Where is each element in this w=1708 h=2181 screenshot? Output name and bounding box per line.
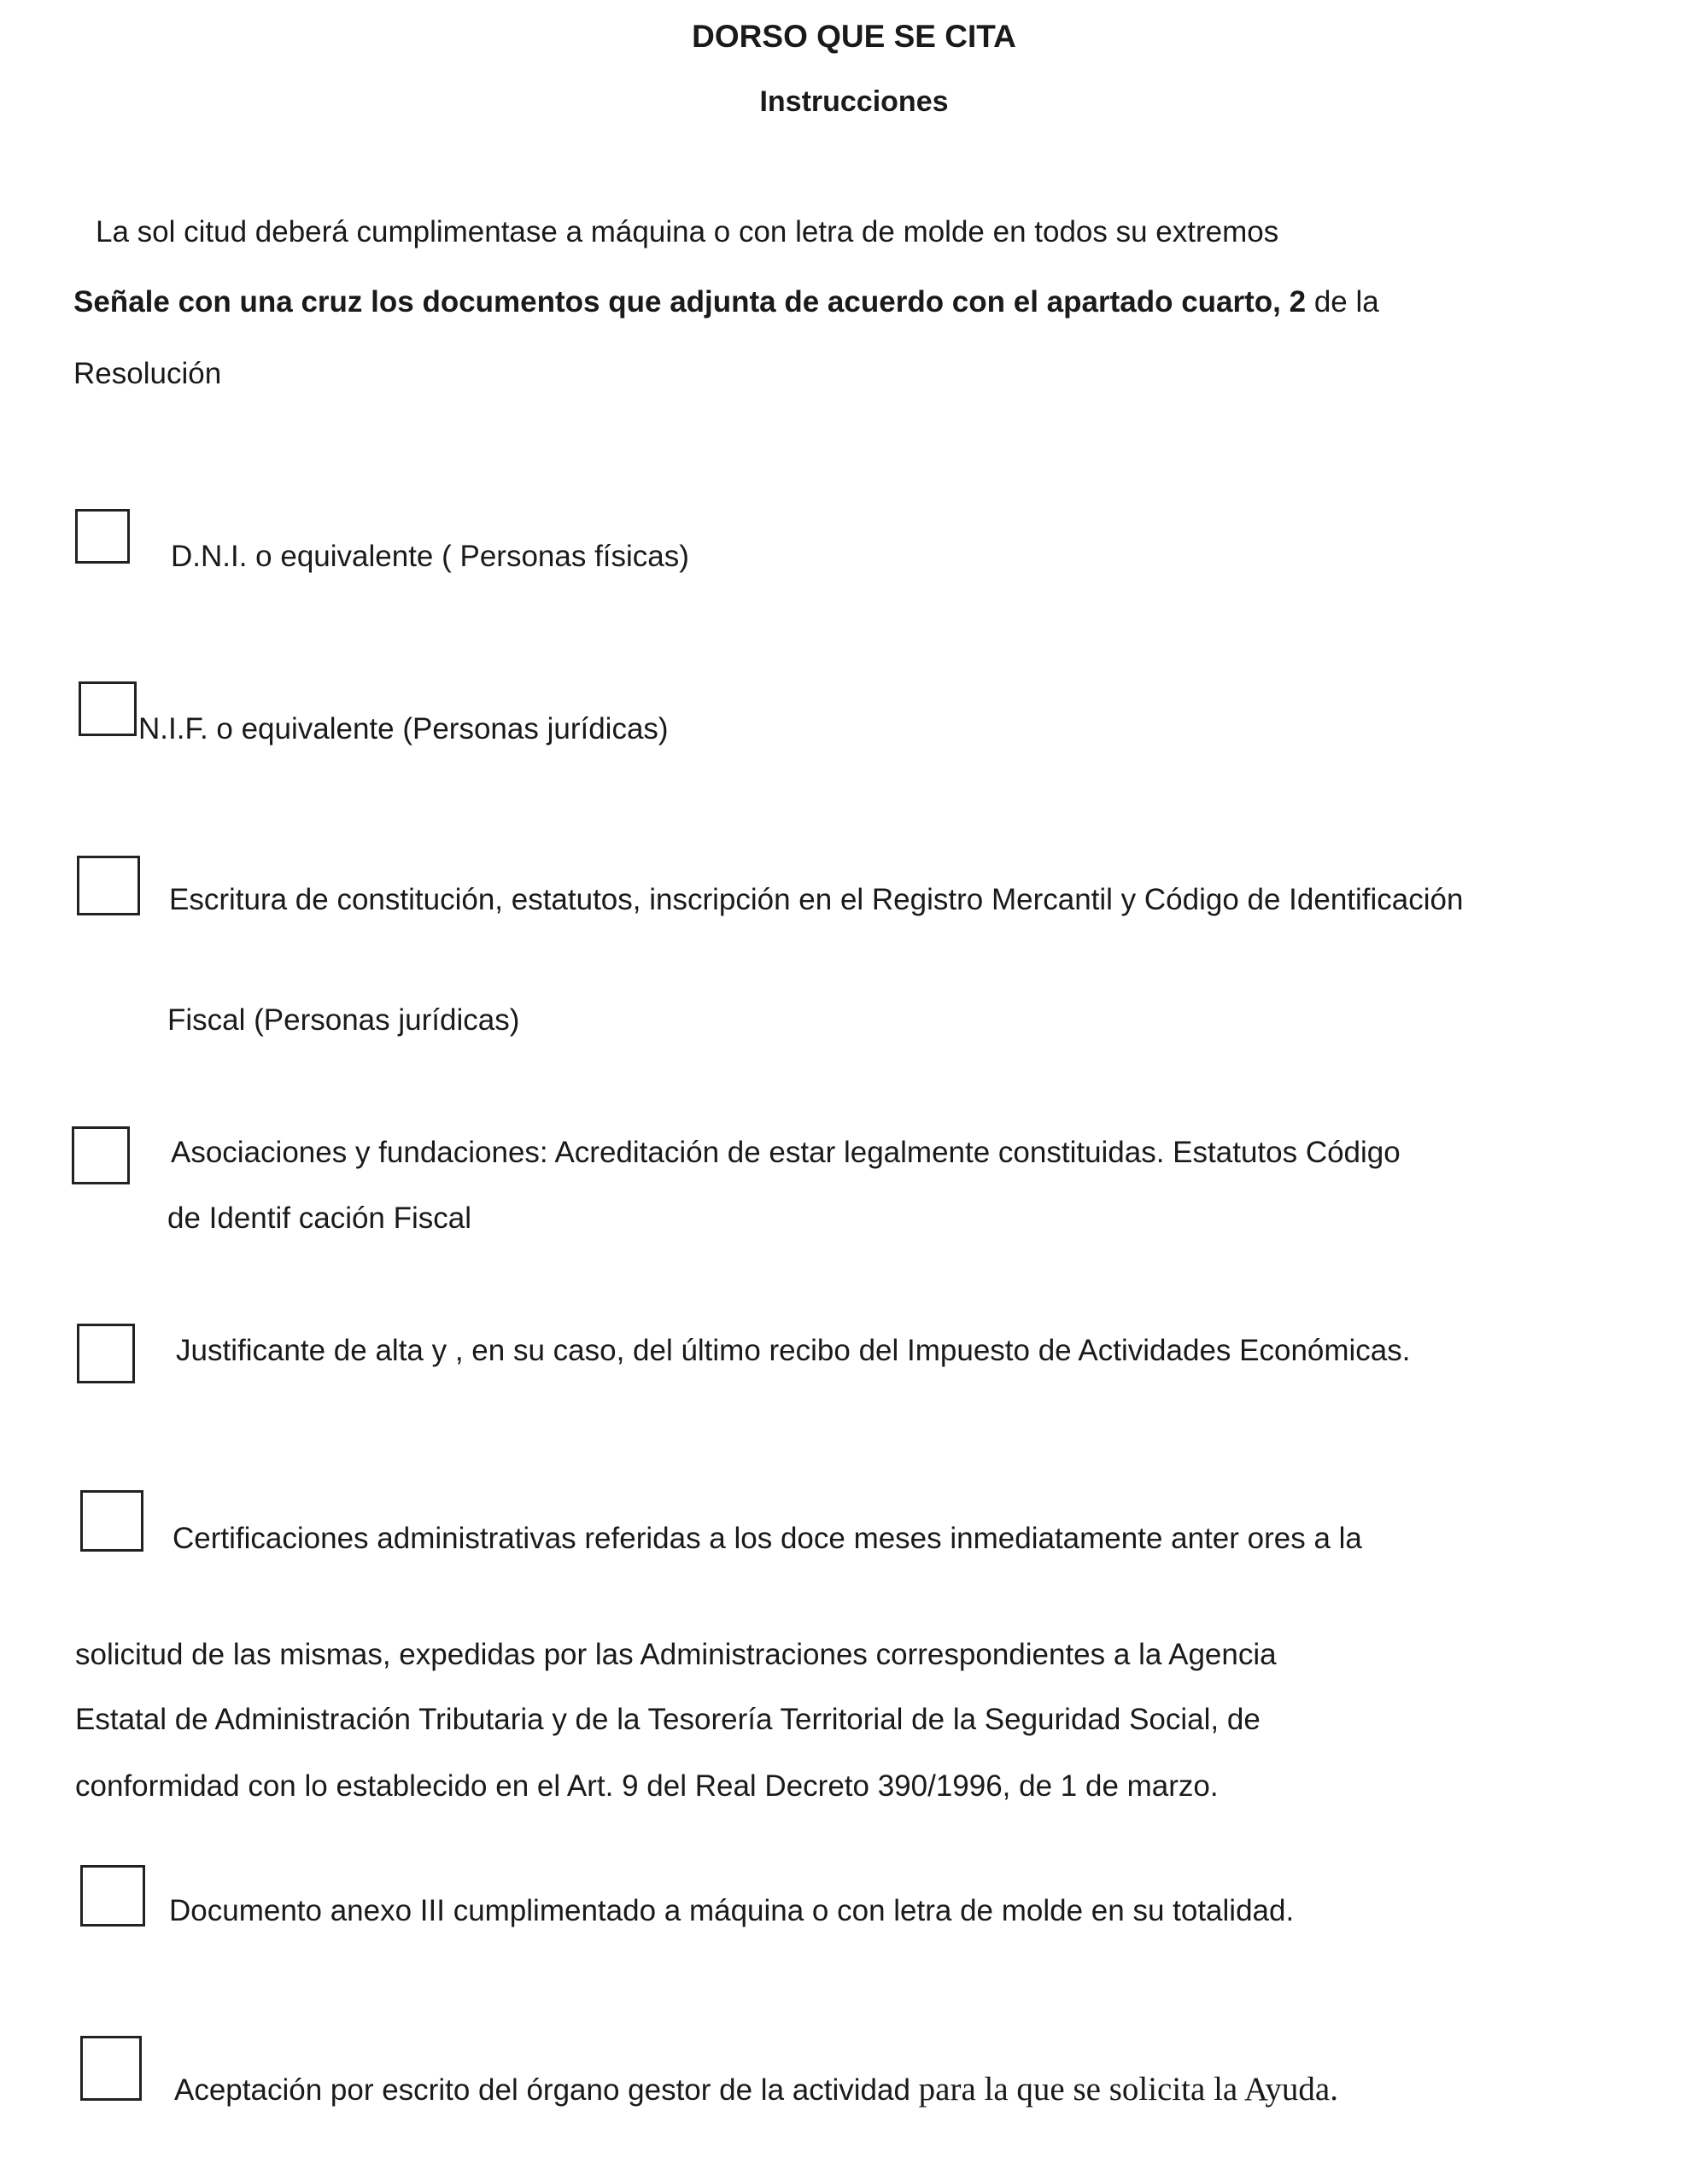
item-label-asociaciones-2: de Identif cación Fiscal <box>167 1202 472 1235</box>
checkbox-justificante[interactable] <box>77 1324 135 1383</box>
item-label-escritura-1: Escritura de constitución, estatutos, inscripción en el Registro Mercantil y Código de Identificación <box>169 883 1464 916</box>
item-label-certificaciones-3: Estatal de Administración Tributaria y de la Tesorería Territorial de la Seguridad Social, de <box>75 1703 1261 1736</box>
item-label-anexo-iii: Documento anexo III cumplimentado a máquina o con letra de molde en su totalidad. <box>169 1894 1295 1927</box>
item-label-certificaciones-1: Certificaciones administrativas referidas a los doce meses inmediatamente anter ores a la <box>173 1522 1362 1555</box>
intro-line-1: La sol citud deberá cumplimentase a máquina o con letra de molde en todos su extremos <box>96 215 1279 249</box>
checkbox-asociaciones[interactable] <box>72 1126 130 1184</box>
item-label-asociaciones-1: Asociaciones y fundaciones: Acreditación de estar legalmente constituidas. Estatutos Código <box>171 1136 1401 1169</box>
checkbox-escritura[interactable] <box>77 856 140 915</box>
item-label-nif: N.I.F. o equivalente (Personas jurídicas) <box>138 712 669 746</box>
item-label-aceptacion-a: Aceptación por escrito del órgano gestor de la actividad <box>174 2073 919 2107</box>
item-label-dni: D.N.I. o equivalente ( Personas físicas) <box>171 540 689 573</box>
checkbox-anexo-iii[interactable] <box>80 1865 145 1927</box>
checkbox-nif[interactable] <box>79 681 137 736</box>
item-label-justificante: Justificante de alta y , en su caso, del último recibo del Impuesto de Actividades Económicas. <box>176 1334 1411 1367</box>
intro-line-2-bold: Señale con una cruz los documentos que adjunta de acuerdo con el apartado cuarto, 2 <box>73 285 1307 319</box>
intro-line-2-rest: de la <box>1306 285 1379 319</box>
item-label-certificaciones-4: conformidad con lo establecido en el Art. 9 del Real Decreto 390/1996, de 1 de marzo. <box>75 1769 1219 1803</box>
item-label-certificaciones-2: solicitud de las mismas, expedidas por las Administraciones correspondientes a la Agencia <box>75 1638 1277 1671</box>
checkbox-aceptacion[interactable] <box>80 2036 142 2101</box>
item-label-aceptacion <box>174 2070 1338 2108</box>
page-title: DORSO QUE SE CITA <box>692 19 1016 54</box>
checkbox-dni[interactable] <box>75 509 130 564</box>
checkbox-certificaciones[interactable] <box>80 1490 143 1552</box>
intro-line-3: Resolución <box>73 357 222 390</box>
page-subtitle: Instrucciones <box>759 85 949 118</box>
item-label-aceptacion-b: para la que se solicita la Ayuda. <box>918 2071 1338 2108</box>
intro-line-2 <box>73 285 1379 319</box>
item-label-escritura-2: Fiscal (Personas jurídicas) <box>167 1003 520 1037</box>
